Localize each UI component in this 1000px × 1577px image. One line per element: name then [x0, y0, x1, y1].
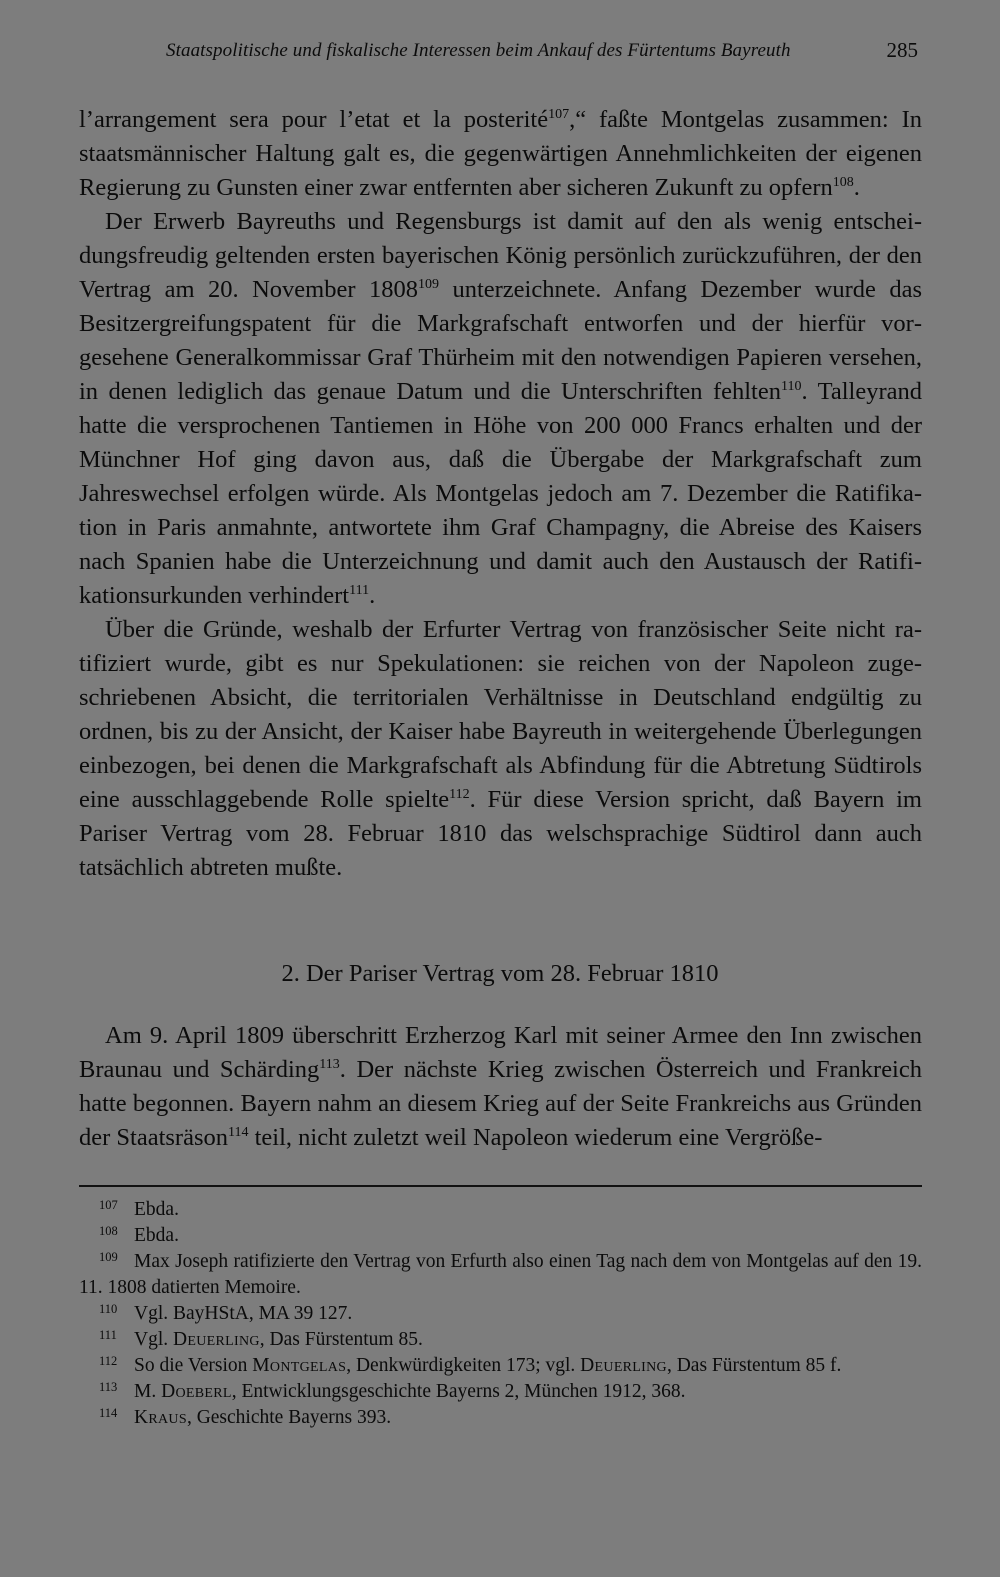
footnote-text: , Denkwürdigkeiten 173; vgl. [346, 1355, 581, 1376]
footnote: 109 Max Joseph ratifizierte den Vertrag von Erfurth also einen Tag nach dem von Montgelas auf den 19. 11. 1808 datierten Memoire. [79, 1250, 922, 1298]
footnote-text: , Das Fürstentum 85 f. [666, 1355, 842, 1376]
author-name: Kraus [134, 1407, 187, 1428]
text-run: unterzeichnete. Anfang Dezember wurde das Besitzergreifungspatent für die Markgrafschaft entworfen und der hierfür vorgesehene Generalkommissar Graf Thürheim mit den notwendigen Papieren versehen, in denen lediglich das genaue Datum und die Unterschriften fehlten [79, 276, 922, 405]
text-run: Der Erwerb Bayreuths und Regensburgs ist damit auf den als wenig entscheidungsfreudig geltenden ersten bayerischen König persönlich zurückzuführen, der den Vertrag am 20. November 1808 [79, 208, 922, 303]
page-number: 285 [886, 38, 918, 62]
footnote-text: Vgl. BayHStA, MA 39 127. [134, 1303, 353, 1324]
footnote: 113 M. Doeberl, Entwicklungsgeschichte Bayerns 2, München 1912, 368. [99, 1380, 686, 1402]
section-heading: 2. Der Pariser Vertrag vom 28. Februar 1810 [281, 960, 719, 987]
footnote-text: Vgl. [134, 1329, 173, 1350]
footnote-text: So die Version [134, 1355, 253, 1376]
text-run: Am 9. April 1809 überschritt Erzherzog Karl mit seiner Armee den Inn zwischen Braunau und Schärding [79, 1022, 922, 1083]
author-name: Deuerling [580, 1355, 667, 1376]
text-run: . [853, 174, 860, 201]
page-header [60, 36, 922, 72]
footnote-text: , Das Fürstentum 85. [259, 1329, 423, 1350]
text-run: . Der nächste Krieg zwischen Österreich und Frankreich hatte begonnen. Bayern nahm an diesem Krieg auf der Seite Frankreichs aus Gründen der Staatsräson [79, 1056, 922, 1151]
footnote-text: Ebda. [134, 1225, 179, 1246]
author-name: Montgelas [252, 1355, 347, 1376]
paragraph [79, 205, 922, 613]
footnote-reference[interactable]: 113 [319, 1057, 340, 1072]
text-run: teil, nicht zuletzt weil Napoleon wiederum eine Vergröße- [248, 1124, 823, 1151]
footnote: 111 Vgl. Deuerling, Das Fürstentum 85. [99, 1328, 423, 1350]
paragraph [79, 613, 922, 885]
text-run: ,“ faßte Montgelas zusammen: In staatsmännischer Haltung galt es, die gegenwärtigen Annehmlichkeiten der eigenen Regierung zu Gunsten einer zwar entfernten aber sicheren Zukunft zu opfern [79, 106, 922, 201]
text-run: Über die Gründe, weshalb der Erfurter Vertrag von französischer Seite nicht ratifiziert wurde, gibt es nur Spekulationen: sie reichen von der Napoleon zugeschriebenen Absicht, die territorialen Verhältnisse in Deutschland endgültig zu ordnen, bis zu der Ansicht, der Kaiser habe Bayreuth in weitergehende Überlegungen einbezogen, bei denen die Markgrafschaft als Abfindung für die Abtretung Südtirols eine ausschlaggebende Rolle spielte [79, 616, 922, 813]
footnote-reference[interactable]: 110 [781, 379, 802, 394]
author-name: Doeberl [161, 1381, 232, 1402]
footnote: 110 Vgl. BayHStA, MA 39 127. [99, 1302, 353, 1324]
footnote: 114 Kraus, Geschichte Bayerns 393. [99, 1406, 392, 1428]
footnote-reference[interactable]: 111 [349, 583, 370, 598]
footnote-reference[interactable]: 112 [449, 787, 470, 802]
footnotes [79, 1197, 922, 1431]
paragraph [79, 1019, 922, 1155]
author-name: Deuerling [173, 1329, 260, 1350]
footnote-reference[interactable]: 109 [417, 277, 439, 292]
footnote: 112 So die Version Montgelas, Denkwürdigkeiten 173; vgl. Deuerling, Das Fürstentum 85 f. [99, 1354, 842, 1376]
footnote-reference[interactable]: 114 [228, 1125, 249, 1140]
text-run: . Für diese Version spricht, daß Bayern im Pariser Vertrag vom 28. Februar 1810 das welschsprachige Südtirol dann auch tatsächlich abtreten mußte. [79, 786, 922, 881]
text-run: . [369, 582, 376, 609]
paragraph [79, 103, 922, 205]
main-text [79, 103, 922, 885]
footnote-text: , Geschichte Bayerns 393. [186, 1407, 392, 1428]
footnote-reference[interactable]: 108 [832, 175, 854, 190]
footnote: 107 Ebda. [99, 1198, 179, 1220]
running-head: Staatspolitische und fiskalische Interessen beim Ankauf des Fürtentums Bayreuth [166, 40, 791, 61]
footnote-divider [79, 1185, 922, 1187]
footnote: 108 Ebda. [99, 1224, 179, 1246]
footnote-text: M. [134, 1381, 162, 1402]
footnote-text: Max Joseph ratifizierte den Vertrag von Erfurth also einen Tag nach dem von Montgelas auf den 19. 11. 1808 datierten Memoire. [79, 1251, 922, 1298]
footnote-text: , Entwicklungsgeschichte Bayerns 2, München 1912, 368. [231, 1381, 686, 1402]
text-run: . Talleyrand hatte die versprochenen Tantiemen in Höhe von 200 000 Francs erhalten und der Münchner Hof ging davon aus, daß die Übergabe der Markgrafschaft zum Jahreswechsel erfolgen würde. Als Montgelas jedoch am 7. Dezember die Ratifikation in Paris anmahnte, antwortete ihm Graf Champagny, die Abreise des Kaisers nach Spanien habe die Unterzeichnung und damit auch den Austausch der Ratifikationsurkunden verhindert [79, 378, 922, 609]
footnote-text: Ebda. [134, 1199, 179, 1220]
footnote-reference[interactable]: 107 [548, 107, 570, 122]
main-text-continued [79, 1019, 922, 1155]
text-run: l’arrangement sera pour l’etat et la posterité [79, 106, 549, 133]
